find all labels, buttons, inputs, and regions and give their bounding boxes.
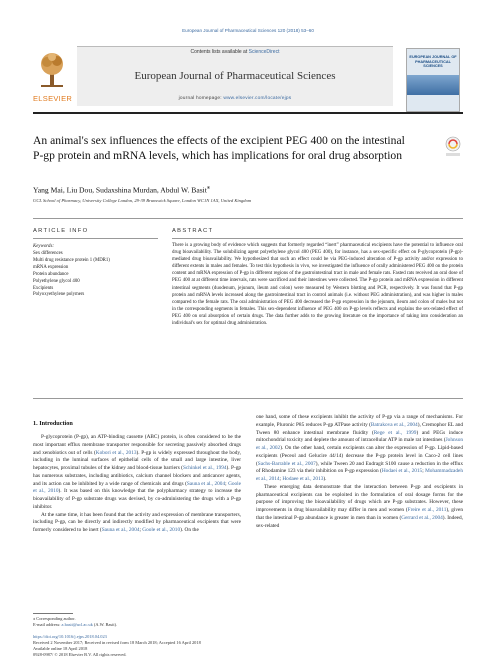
keyword: Multi drug resistance protein 1 (MDR1) [33, 257, 110, 263]
contents-available-line [77, 49, 393, 55]
intro-paragraph: P-glycoprotein (P-gp), an ATP-binding cassette (ABC) protein, is often considered to be the most important efflux membrane transporter responsible for secreting passively absorbed drugs and xenobiotics out of cells (Kobori et al., 2013). P-gp is widely expressed throughout the body, including in the luminal surfaces of epithelial cells of the small and large intestine, liver hepatocytes, proximal tubules of the kidney and blood-tissue barriers (Schinkel et al., 1994). P-gp has numerous substrates, including antibiotics, calcium channel blockers and anticancer agents, and its action can be inhibited by a wide range of chemicals and drugs (Sauna et al., 2004; Goole et al., 2010). It was based on this knowledge that the polypharmacy strategy to increase the bioavailability of P-gp substrate drugs was devised, by co-administering the drugs with a P-gp inhibitor. [33, 434, 242, 510]
citation-link[interactable]: Johnson et al., 2002 [256, 437, 463, 451]
elsevier-wordmark: ELSEVIER [33, 94, 73, 103]
article-history-block [33, 634, 333, 658]
journal-cover-thumbnail[interactable] [406, 48, 460, 112]
received-dates: Received 2 November 2017; Received in revised form 18 March 2018; Accepted 16 April 2018 [33, 640, 201, 645]
citation-link[interactable]: Goole et al., 2010 [142, 527, 181, 533]
keywords-list [33, 251, 158, 299]
citation-link[interactable]: Mohammadzadeh et al., 2014 [256, 468, 464, 482]
citation-link[interactable]: Sauna et al., 2004 [101, 527, 140, 533]
corresponding-author-mark[interactable]: ⁎ [206, 184, 211, 191]
citation-link[interactable]: Hodaee et al., 2013 [282, 476, 324, 482]
homepage-prefix: journal homepage: [178, 96, 224, 101]
article-authors [33, 184, 453, 195]
intro-paragraph: At the same time, it has been found that the activity and expression of membrane transporters, including P-gp, can be directly and indirectly modified by pharmaceutical excipients that were formerly considered to be inert (Sauna et al., 2004; Goole et al., 2010). On the [33, 511, 241, 533]
citation-link[interactable]: Freire et al., 2011 [407, 507, 447, 513]
abstract-heading: ABSTRACT [172, 228, 214, 234]
citation-link[interactable]: Batrakova et al., 2004 [370, 421, 418, 428]
journal-name: European Journal of Pharmaceutical Sciences [134, 70, 336, 82]
abstract-text: There is a growing body of evidence which suggests that formerly regarded “inert” pharmaceutical excipients have the potential to influence oral drug bioavailability. The solubilizing agent polyethylene glycol 400 (PEG 400), for instance, has a sex-specific effect on P-glycoprotein (P-gp)-mediated drug bioavailability. We hypothesized that such an effect could be via PEG-induced alteration of P-gp activity and/or expression to different extents in males and females. To test this hypothesis in vivo, we investigated the influence of orally administered PEG 400 on the protein content and mRNA expression of P-gp in different regions of the gastrointestinal tract in male and female rats. Fasted rats received an oral dose of PEG 400 at at different time intervals, rats were sacrificed and their intestines were collected. The P-gp protein and mRNA expression in different intestinal segments (duodenum, jejunum, ileum and colon) were measured by Western blotting and PCR, respectively. It was found that P-gp protein and mRNA levels increased along the gastrointestinal tract in control animals (i.e. without PEG administration), and was higher in males compared to the female rats. The oral administration of PEG 400 decreased the P-gp expression in the jejunum, ileum and colon of males but not in the corresponding segments in females. This sex-dependent influence of PEG 400 on P-gp levels reflects and explains the sex-related effect of PEG 400 on oral absorption of certain drugs. The data further adds to the growing literature on the importance of taking into consideration an individual's sex for optimal drug administration. [172, 243, 463, 327]
homepage-link[interactable]: www.elsevier.com/locate/ejps [223, 96, 292, 101]
keyword: Excipients [33, 285, 54, 291]
journal-homepage-line [77, 96, 393, 101]
issn-copyright: 0928-0987/ © 2018 Elsevier B.V. All rights reserved. [33, 652, 127, 657]
header-divider [33, 112, 463, 114]
available-online: Available online 18 April 2018 [33, 646, 88, 651]
elsevier-tree-icon [39, 52, 65, 88]
author-affiliation: UCL School of Pharmacy, University College London, 29-39 Brunswick Square, London WC1N 1AX, United Kingdom [33, 198, 252, 203]
check-for-updates-icon[interactable] [444, 136, 462, 158]
contents-prefix: Contents lists available at [190, 49, 249, 55]
keyword: mRNA expression [33, 264, 69, 270]
sciencedirect-link[interactable]: ScienceDirect [248, 49, 280, 55]
citation-link[interactable]: Kobori et al., 2013 [95, 449, 137, 456]
keywords-label: Keywords: [33, 244, 55, 249]
body-column-left [33, 434, 241, 535]
keyword: Polyethylene glycol 400 [33, 278, 80, 284]
introduction-heading: 1. Introduction [33, 420, 73, 427]
journal-citation[interactable]: European Journal of Pharmaceutical Sciences 120 (2018) 53–60 [182, 28, 314, 33]
intro-paragraph: one hand, some of these excipients inhibit the activity of P-gp via a range of mechanisms. For example, Pluronic P85 reduces P-gp ATPase activity (Batrakova et al., 2004), Cremophor EL and Tween 80 enhance intestinal membrane fluidity (Rege et al., 1999) and PEGs induce mitochondrial toxicity and deplete the amount of intracellular ATP in male rat intestines (Johnson et al., 2002). On the other hand, certain excipients can alter the expression of P-gp. Lipid-based excipients (Peceol and Gelucire 44/14) decrease the P-gp protein level in Caco-2 cell lines (Sachs-Barrable et al., 2007), while Tween 20 and Eudragit S100 cause a reduction in the efflux of Rhodamine 123 via their inhibition on P-gp expression (Hodaei et al., 2015; Mohammadzadeh et al., 2014; Hodaee et al., 2013). [256, 414, 464, 482]
article-info-heading: ARTICLE INFO [33, 228, 89, 234]
article-info-rule [33, 238, 158, 239]
info-top-rule [33, 218, 463, 219]
citation-link[interactable]: Sauna et al., 2004 [186, 480, 226, 487]
keyword: Protein abundance [33, 271, 69, 277]
citation-link[interactable]: Gerrard et al., 2004 [401, 514, 443, 521]
body-column-right [256, 414, 463, 530]
article-title: An animal's sex influences the effects of the excipient PEG 400 on the intestinal P-gp protein and mRNA levels, which has implications for oral drug absorption [33, 134, 405, 162]
elsevier-logo [33, 50, 71, 108]
citation-link[interactable]: Goole et al., 2010 [33, 480, 242, 495]
citation-link[interactable]: Rege et al., 1999 [373, 429, 417, 436]
intro-paragraph: These emerging data demonstrate that the interaction between P-gp and excipients in pharmaceutical excipients can be exploited in the formulation of oral dosage forms for the purpose of improving the bioavailability of drugs which are P-gp substrates. However, these improvements in drug bioavailability may differ in men and women (Freire et al., 2011), given that the intestinal P-gp abundance is greater in men than in women (Gerrard et al., 2004). Indeed, sex-related [256, 483, 463, 529]
citation-link[interactable]: Hodaei et al., 2015 [381, 468, 423, 475]
header-rule [77, 46, 393, 47]
citation-link[interactable]: Schinkel et al., 1994 [182, 465, 227, 471]
keyword: Polyoxyethylene polymers [33, 292, 85, 298]
abstract-rule [172, 238, 463, 239]
citation-link[interactable]: Sachs-Barrable et al., 2007 [257, 460, 316, 467]
email-link[interactable]: a.basit@ucl.ac.uk [61, 622, 93, 627]
doi-link[interactable]: https://doi.org/10.1016/j.ejps.2018.04.023 [33, 634, 107, 639]
abstract-bottom-rule [33, 398, 463, 399]
keyword: Sex differences [33, 251, 63, 256]
cover-band [407, 75, 459, 95]
footnote-rule [33, 613, 73, 614]
footnotes [33, 616, 283, 628]
author-names: Yang Mai, Liu Dou, Sudaxshina Murdan, Abdul W. Basit [33, 185, 207, 195]
cover-title: EUROPEAN JOURNAL OF PHARMACEUTICAL SCIENCES [409, 55, 457, 68]
email-note: E-mail address: a.basit@ucl.ac.uk (A.W. Basit). [33, 622, 118, 627]
corresponding-author-note: ⁎ Corresponding author. [33, 616, 76, 621]
